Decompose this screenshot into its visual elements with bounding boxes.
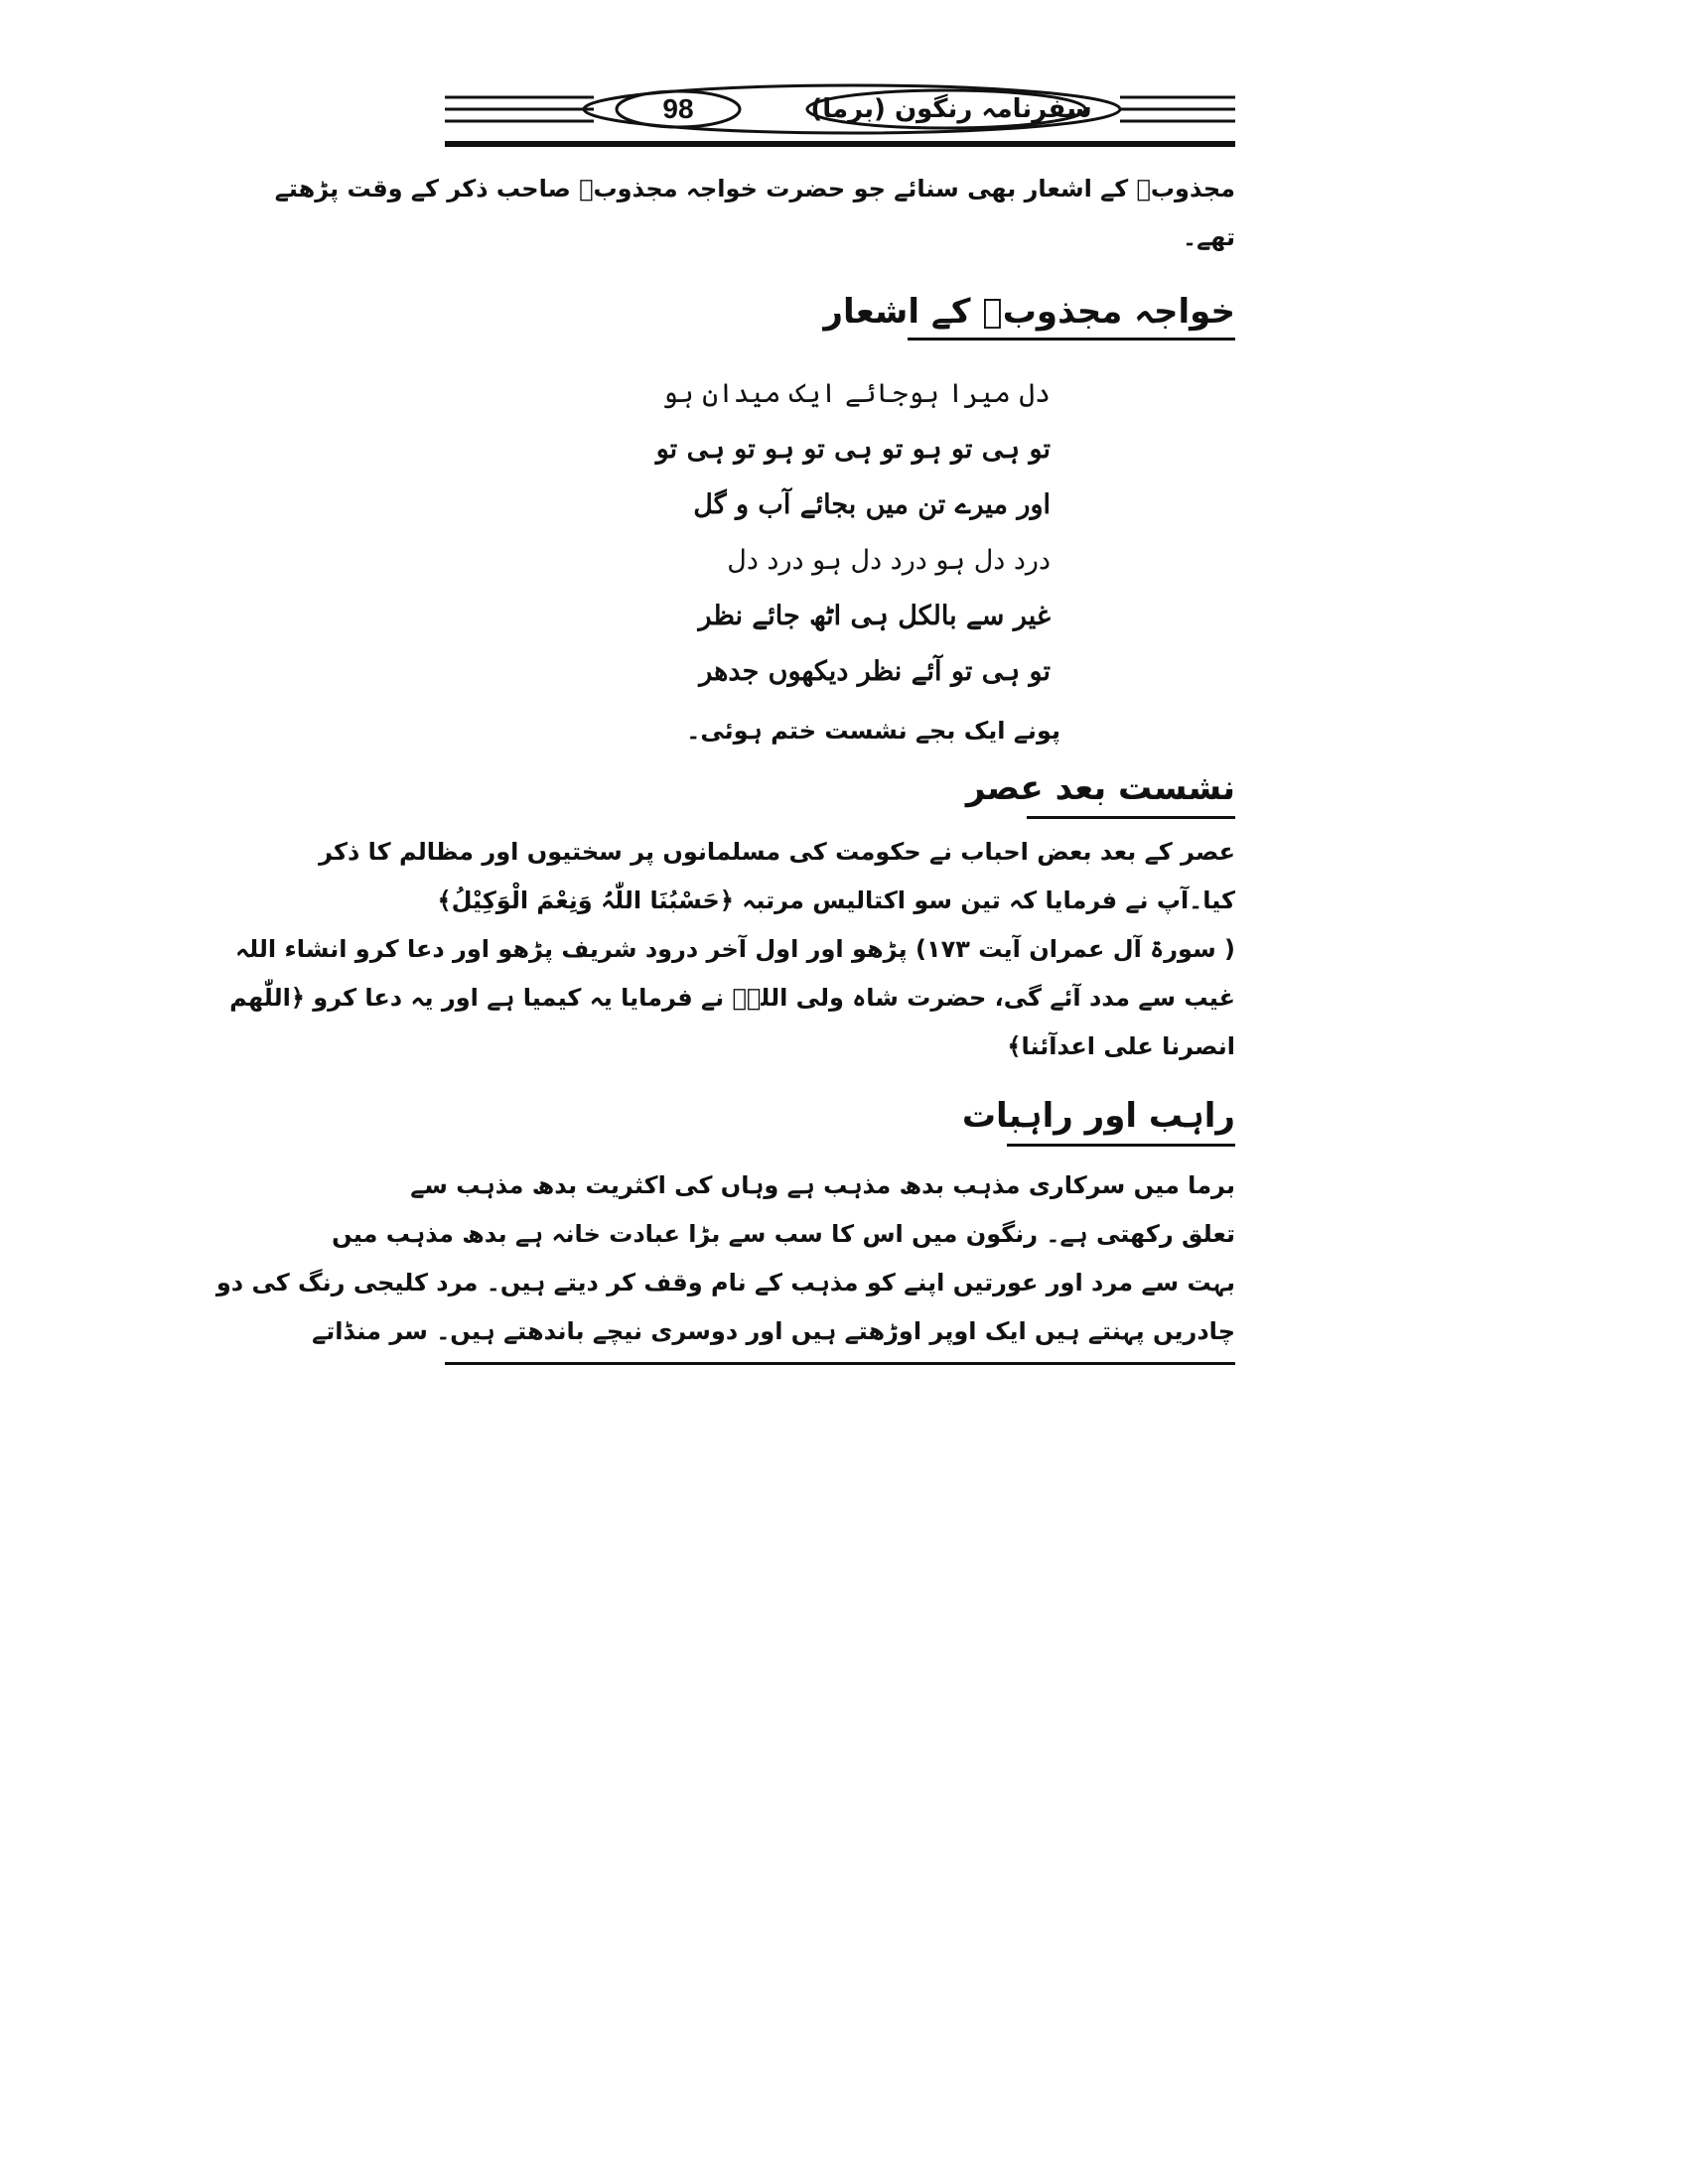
text-line: مجذوبؒ کے اشعار بھی سنائے جو حضرت خواجہ مجذوبؒ صاحب ذکر کے وقت پڑھتے xyxy=(274,175,1235,203)
text-line: چادریں پہنتے ہیں ایک اوپر اوڑھتے ہیں اور دوسری نیچے باندھتے ہیں۔ سر منڈاتے xyxy=(312,1317,1235,1345)
book-page xyxy=(215,79,1235,1549)
text-line: پونے ایک بجے نشست ختم ہوئی۔ xyxy=(686,717,1060,745)
text-line: تھے۔ xyxy=(1183,223,1235,251)
page-number: 98 xyxy=(662,93,694,124)
section-heading-monks: راہب اور راہبات xyxy=(961,1096,1235,1136)
monks-paragraph xyxy=(215,1161,1235,1356)
heading-underline xyxy=(908,338,1235,341)
verse-line: غیر سے بالکل ہی اٹھ جائے نظر xyxy=(698,601,1051,631)
section-heading-poem: خواجہ مجذوبؒ کے اشعار xyxy=(823,292,1235,332)
page-header xyxy=(445,79,1235,149)
text-line: تعلق رکھتی ہے۔ رنگون میں اس کا سب سے بڑا عبادت خانہ ہے بدھ مذہب میں xyxy=(332,1220,1235,1248)
asr-paragraph xyxy=(229,828,1235,1071)
page-bottom-rule xyxy=(445,1362,1235,1365)
verse-line: تو ہی تو آئے نظر دیکھوں جدھر xyxy=(699,656,1051,687)
text-line: کیا۔آپ نے فرمایا کہ تین سو اکتالیس مرتبہ ﴿حَسْبُنَا اللّٰہُ وَنِعْمَ الْوَکِیْلُ﴾ xyxy=(437,887,1235,914)
poem-closing xyxy=(624,707,1060,755)
heading-underline xyxy=(1027,816,1235,819)
verse-line: اور میرے تن میں بجائے آب و گل xyxy=(693,489,1051,520)
text-line: برما میں سرکاری مذہب بدھ مذہب ہے وہاں کی اکثریت بدھ مذہب سے xyxy=(410,1171,1235,1199)
book-title: سفرنامہ رنگون (برما) xyxy=(810,94,1092,124)
text-line: غیب سے مدد آئے گی، حضرت شاہ ولی اللہؒ نے فرمایا یہ کیمیا ہے اور یہ دعا کرو ﴿اللّٰھم xyxy=(229,984,1235,1012)
verse-line: درد دل ہو درد دل ہو درد دل xyxy=(727,545,1051,576)
heading-underline xyxy=(1007,1144,1235,1147)
intro-paragraph xyxy=(274,165,1235,262)
section-heading-asr: نشست بعد عصر xyxy=(965,768,1235,808)
text-line: بہت سے مرد اور عورتیں اپنے کو مذہب کے نام وقف کر دیتے ہیں۔ مرد کلیجی رنگ کی دو xyxy=(215,1269,1235,1297)
verse-line: دل میرا ہوجائے ایک میدان ہو xyxy=(662,378,1051,409)
text-line: انصرنا علی اعدآئنا﴾ xyxy=(1007,1032,1235,1060)
text-line: عصر کے بعد بعض احباب نے حکومت کی مسلمانوں پر سختیوں اور مظالم کا ذکر xyxy=(319,838,1235,866)
text-line: ( سورۃ آل عمران آیت ۱۷۳) پڑھو اور اول آخر درود شریف پڑھو اور دعا کرو انشاء اللہ xyxy=(235,935,1235,963)
verse-line: تو ہی تو ہو تو ہی تو ہو تو ہی تو xyxy=(655,434,1051,465)
